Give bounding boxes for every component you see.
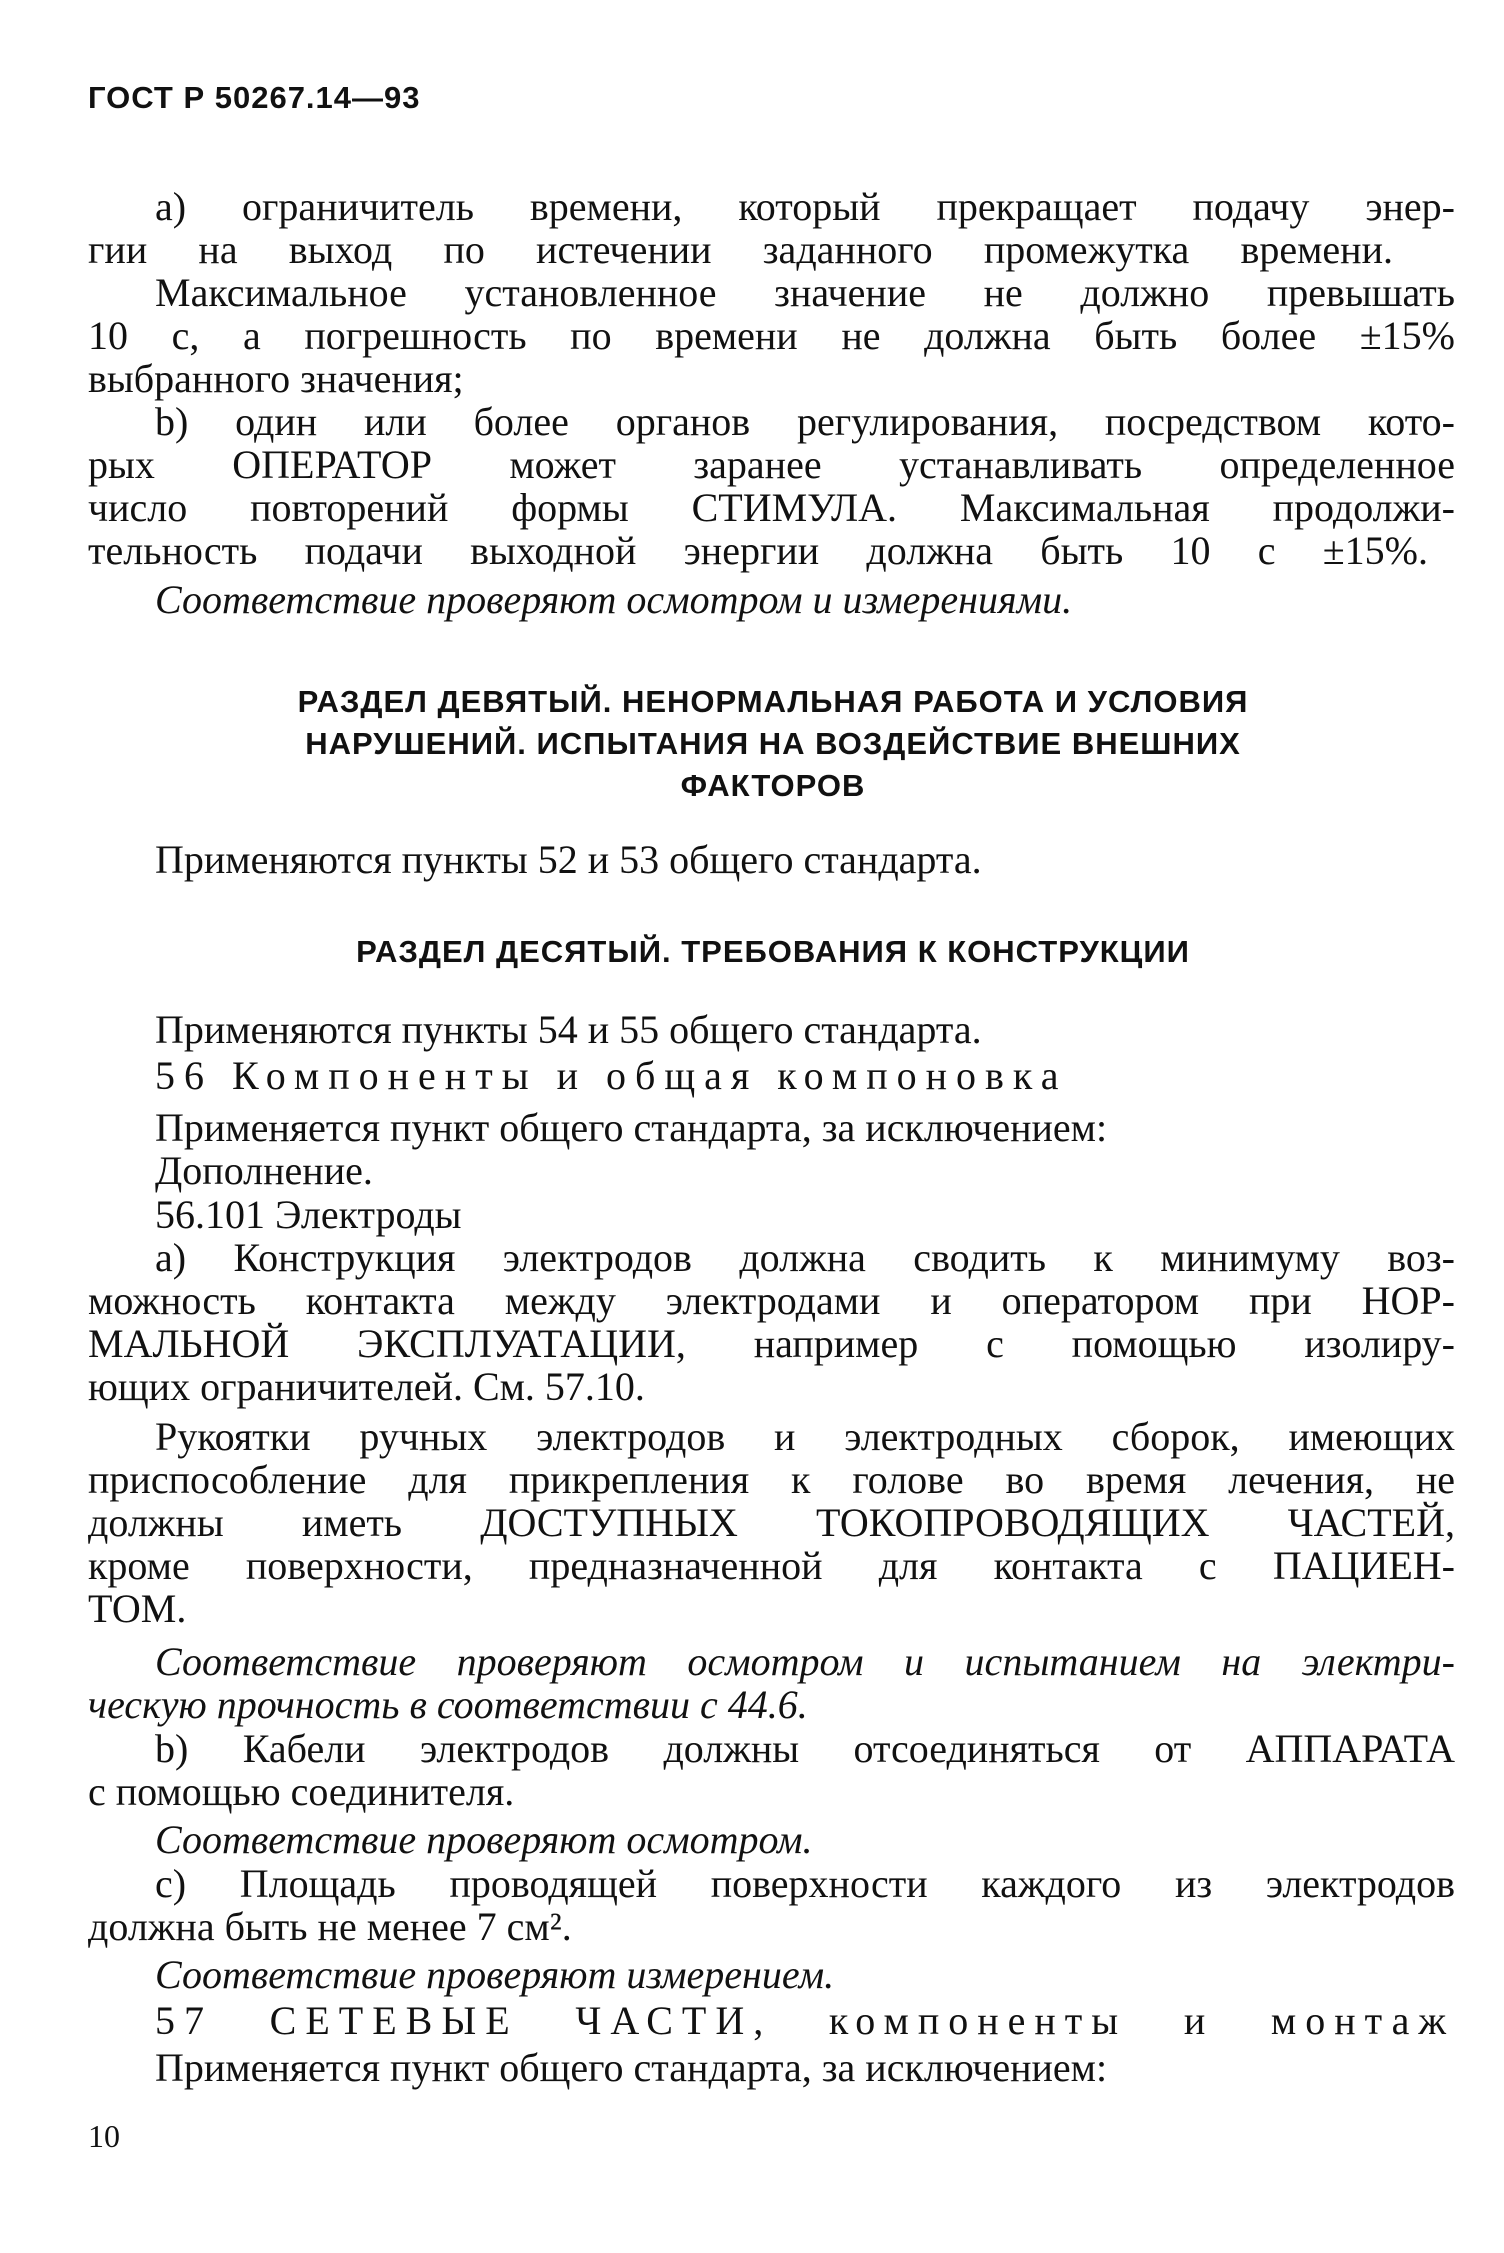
document-header: ГОСТ Р 50267.14—93 — [88, 80, 421, 115]
body-line: Рукоятки ручных электродов и электродных сборок, имеющих — [155, 1414, 1455, 1459]
body-line: b) один или более органов регулирования, посредством кото- — [155, 399, 1455, 444]
compliance-note: Соответствие проверяют осмотром и измерениями. — [155, 577, 1073, 622]
body-line: Применяется пункт общего стандарта, за исключением: — [155, 1105, 1108, 1150]
body-line: 10 с, а погрешность по времени не должна быть более ±15% — [88, 313, 1455, 358]
section-heading: ФАКТОРОВ — [680, 768, 866, 803]
compliance-note: Соответствие проверяют осмотром. — [155, 1817, 813, 1862]
body-line: МАЛЬНОЙ ЭКСПЛУАТАЦИИ, например с помощью изолиру- — [88, 1321, 1455, 1366]
compliance-note: ческую прочность в соответствии с 44.6. — [88, 1682, 808, 1727]
body-line: гии на выход по истечении заданного промежутка времени. — [88, 227, 1393, 272]
body-line: Применяется пункт общего стандарта, за исключением: — [155, 2045, 1108, 2090]
body-line: число повторений формы СТИМУЛА. Максимальная продолжи- — [88, 485, 1455, 530]
body-line: Дополнение. — [155, 1148, 373, 1193]
body-line: с) Площадь проводящей поверхности каждого из электродов — [155, 1861, 1455, 1906]
compliance-note: Соответствие проверяют осмотром и испытанием на электри- — [155, 1639, 1455, 1684]
clause-title: 56 Компоненты и общая компоновка — [155, 1053, 1068, 1098]
body-line: а) Конструкция электродов должна сводить к минимуму воз- — [155, 1235, 1455, 1280]
clause-title: 57 СЕТЕВЫЕ ЧАСТИ, компоненты и монтаж — [155, 1998, 1455, 2043]
body-line: а) ограничитель времени, который прекращает подачу энер- — [155, 184, 1455, 229]
body-line: ющих ограничителей. См. 57.10. — [88, 1364, 645, 1409]
body-line: ТОМ. — [88, 1586, 187, 1631]
body-line: должна быть не менее 7 см². — [88, 1904, 572, 1949]
body-line: должны иметь ДОСТУПНЫХ ТОКОПРОВОДЯЩИХ ЧАСТЕЙ, — [88, 1500, 1455, 1545]
body-line: можность контакта между электродами и оператором при НОР- — [88, 1278, 1455, 1323]
page-number: 10 — [88, 2118, 120, 2154]
body-line: тельность подачи выходной энергии должна быть 10 с ±15%. — [88, 528, 1428, 573]
body-line: выбранного значения; — [88, 356, 464, 401]
body-line: рых ОПЕРАТОР может заранее устанавливать определенное — [88, 442, 1455, 487]
section-heading: РАЗДЕЛ ДЕСЯТЫЙ. ТРЕБОВАНИЯ К КОНСТРУКЦИИ — [356, 934, 1190, 969]
section-heading: НАРУШЕНИЙ. ИСПЫТАНИЯ НА ВОЗДЕЙСТВИЕ ВНЕШНИХ — [305, 726, 1241, 761]
section-heading: РАЗДЕЛ ДЕВЯТЫЙ. НЕНОРМАЛЬНАЯ РАБОТА И УСЛОВИЯ — [297, 684, 1249, 719]
body-line: Максимальное установленное значение не должно превышать — [155, 270, 1455, 315]
compliance-note: Соответствие проверяют измерением. — [155, 1952, 835, 1997]
body-line: b) Кабели электродов должны отсоединяться от АППАРАТА — [155, 1726, 1455, 1771]
body-line: Применяются пункты 52 и 53 общего стандарта. — [155, 837, 982, 882]
body-line: с помощью соединителя. — [88, 1769, 515, 1814]
body-line: приспособление для прикрепления к голове во время лечения, не — [88, 1457, 1455, 1502]
body-line: кроме поверхности, предназначенной для контакта с ПАЦИЕН- — [88, 1543, 1455, 1588]
body-line: Применяются пункты 54 и 55 общего стандарта. — [155, 1007, 982, 1052]
clause-title: 56.101 Электроды — [155, 1192, 462, 1237]
